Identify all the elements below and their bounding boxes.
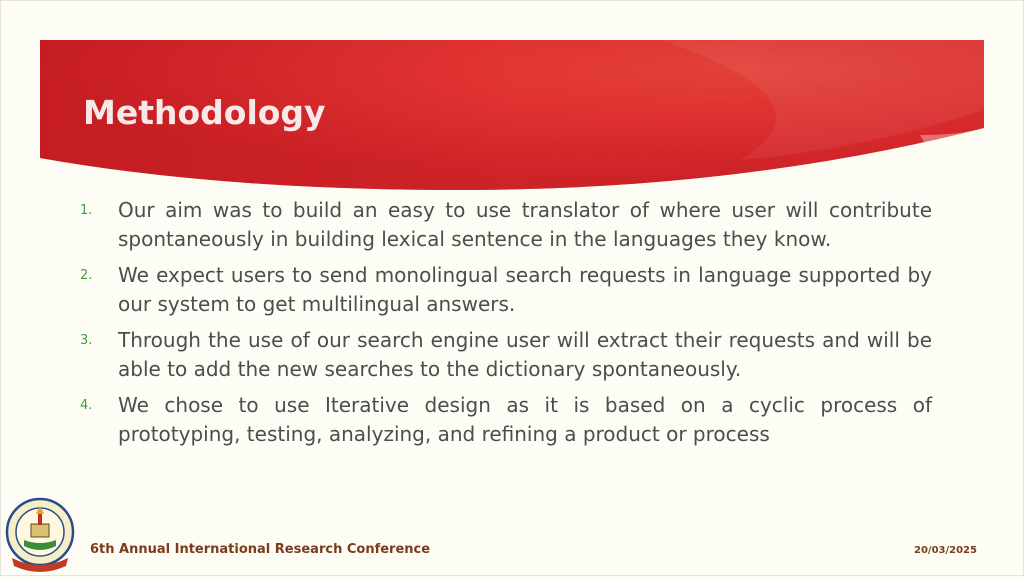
list-item — [78, 196, 932, 253]
methodology-list — [78, 196, 932, 456]
item-text: Our aim was to build an easy to use translator of where user will contribute spontaneously in building lexical sentence in the languages they know. — [118, 198, 932, 251]
footer-conference: 6th Annual International Research Conference — [90, 542, 431, 557]
university-seal-icon — [2, 496, 78, 576]
list-item — [78, 326, 932, 383]
item-number: 1. — [80, 203, 93, 218]
item-number: 2. — [80, 268, 93, 283]
item-number: 4. — [80, 398, 93, 413]
item-text: We chose to use Iterative design as it is based on a cyclic process of prototyping, testing, analyzing, and refining a product or process — [118, 393, 932, 446]
list-item — [78, 261, 932, 318]
slide-title: Methodology — [83, 93, 326, 132]
item-number: 3. — [80, 333, 93, 348]
footer-date: 20/03/2025 — [914, 545, 977, 556]
list-item — [78, 391, 932, 448]
item-text: Through the use of our search engine user will extract their requests and will be able to add the new searches to the dictionary spontaneously. — [118, 328, 932, 381]
item-text: We expect users to send monolingual search requests in language supported by our system to get multilingual answers. — [118, 263, 932, 316]
